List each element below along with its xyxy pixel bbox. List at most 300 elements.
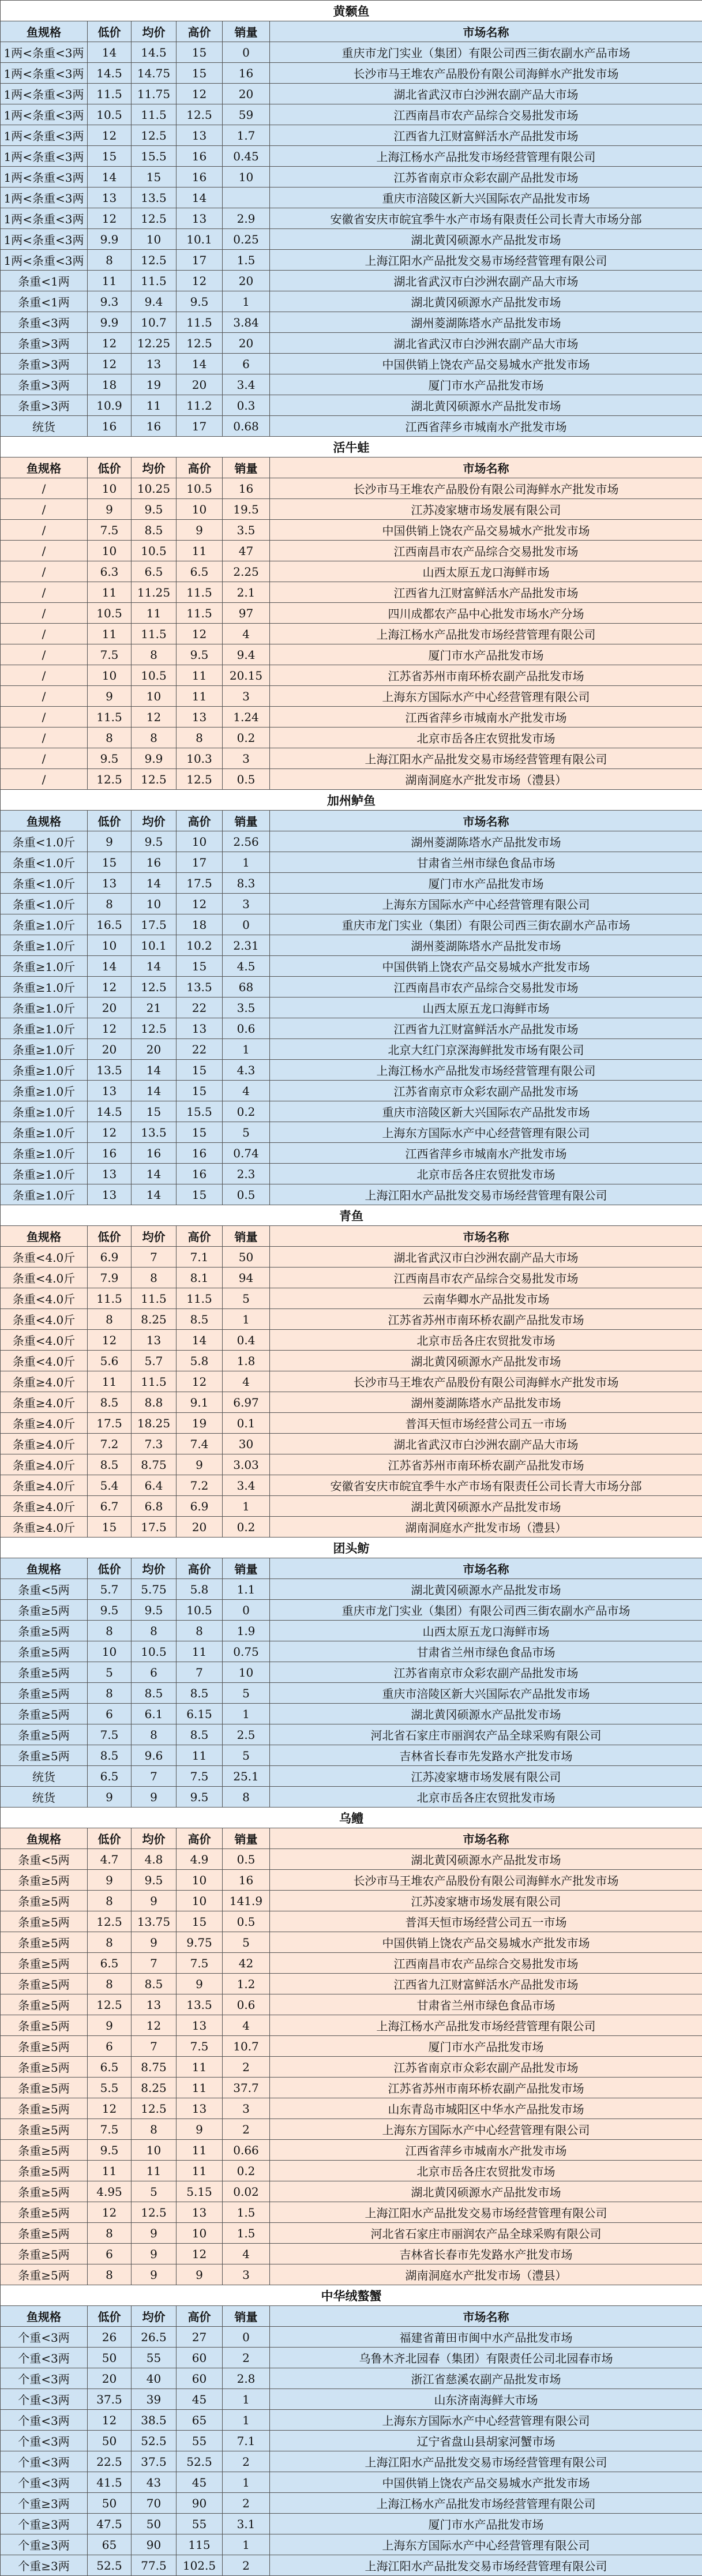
cell-low-price: 20 (88, 998, 132, 1018)
cell-avg-price: 16 (132, 416, 177, 437)
cell-avg-price: 55 (132, 2348, 177, 2368)
cell-low-price: 16 (88, 416, 132, 437)
table-row (1, 1184, 702, 1205)
cell-high-price: 15 (177, 1060, 223, 1081)
cell-spec: 条重≥5两 (1, 1870, 88, 1891)
cell-low-price: 14.5 (88, 1101, 132, 1122)
cell-low-price: 6 (88, 1704, 132, 1724)
cell-avg-price: 11.25 (132, 582, 177, 603)
header-spec: 鱼规格 (1, 1558, 88, 1579)
cell-spec: 1两<条重<3两 (1, 42, 88, 63)
cell-low-price: 10 (88, 935, 132, 956)
cell-low-price: 5.6 (88, 1351, 132, 1371)
cell-spec: 条重≥5两 (1, 1994, 88, 2015)
cell-high-price: 102.5 (177, 2555, 223, 2576)
cell-avg-price: 8.25 (132, 2078, 177, 2098)
header-market-name: 市场名称 (270, 1226, 702, 1247)
cell-spec: 条重<1.0斤 (1, 852, 88, 873)
cell-spec: 1两<条重<3两 (1, 146, 88, 167)
table-row (1, 1496, 702, 1517)
cell-low-price: 11.5 (88, 707, 132, 728)
cell-volume: 1.5 (223, 2223, 270, 2244)
header-row (1, 1558, 702, 1579)
cell-avg-price: 10.7 (132, 312, 177, 333)
cell-low-price: 6 (88, 2244, 132, 2264)
cell-market-name: 上海江杨水产品批发市场经营管理有限公司 (270, 2015, 702, 2036)
cell-avg-price: 18.25 (132, 1413, 177, 1434)
cell-spec: 条重≥5两 (1, 2181, 88, 2202)
cell-market-name: 湖北黄冈硕源水产品批发市场 (270, 1849, 702, 1870)
cell-market-name: 长沙市马王堆农产品股份有限公司海鲜水产批发市场 (270, 1870, 702, 1891)
table-row (1, 2264, 702, 2285)
cell-spec: 个重<3两 (1, 2472, 88, 2493)
cell-market-name: 江西南昌市农产品综合交易批发市场 (270, 1268, 702, 1288)
table-row (1, 2244, 702, 2264)
cell-avg-price: 7.3 (132, 1434, 177, 1454)
cell-low-price: 12 (88, 125, 132, 146)
cell-volume: 0.2 (223, 1101, 270, 1122)
cell-high-price: 10 (177, 1891, 223, 1911)
cell-spec: 条重≥5两 (1, 2264, 88, 2285)
cell-market-name: 福建省莆田市闽中水产品批发市场 (270, 2327, 702, 2348)
cell-market-name: 湖州菱湖陈塔水产品批发市场 (270, 831, 702, 852)
cell-high-price: 5.8 (177, 1579, 223, 1600)
cell-high-price: 8 (177, 728, 223, 748)
cell-low-price: 14 (88, 956, 132, 977)
cell-spec: 条重≥5两 (1, 2223, 88, 2244)
table-row (1, 1413, 702, 1434)
cell-market-name: 北京市岳各庄农贸批发市场 (270, 1330, 702, 1351)
cell-high-price: 16 (177, 1164, 223, 1184)
cell-market-name: 江苏省苏州市南环桥农副产品批发市场 (270, 1309, 702, 1330)
table-row (1, 914, 702, 935)
cell-market-name: 重庆市龙门实业（集团）有限公司西三街农副水产品市场 (270, 914, 702, 935)
cell-low-price: 10 (88, 478, 132, 499)
cell-volume: 6 (223, 354, 270, 374)
cell-low-price: 9 (88, 831, 132, 852)
cell-market-name: 江苏凌家塘市场发展有限公司 (270, 499, 702, 520)
section-5 (1, 1538, 702, 1808)
cell-market-name: 江西省萍乡市城南水产批发市场 (270, 2140, 702, 2161)
cell-low-price: 14 (88, 42, 132, 63)
cell-high-price: 22 (177, 1039, 223, 1060)
table-row (1, 42, 702, 63)
cell-market-name: 湖南洞庭水产批发市场（澧县） (270, 769, 702, 790)
cell-spec: 条重≥4.0斤 (1, 1413, 88, 1434)
cell-high-price: 9.5 (177, 644, 223, 665)
cell-high-price: 14 (177, 354, 223, 374)
cell-avg-price: 8 (132, 1724, 177, 1745)
header-row (1, 21, 702, 42)
cell-low-price: 8 (88, 250, 132, 271)
cell-avg-price: 13.5 (132, 188, 177, 208)
cell-volume: 3.03 (223, 1454, 270, 1475)
cell-high-price: 7.4 (177, 1434, 223, 1454)
cell-volume: 0.2 (223, 2161, 270, 2181)
cell-low-price: 9.5 (88, 1600, 132, 1621)
table-row (1, 665, 702, 686)
cell-avg-price: 11.5 (132, 1371, 177, 1392)
cell-spec: 条重≥5两 (1, 2202, 88, 2223)
cell-market-name: 长沙市马王堆农产品股份有限公司海鲜水产批发市场 (270, 63, 702, 84)
cell-high-price: 9 (177, 1454, 223, 1475)
cell-low-price: 6.5 (88, 1766, 132, 1787)
cell-volume: 3 (223, 894, 270, 914)
cell-volume: 1.5 (223, 2202, 270, 2223)
cell-market-name: 湖北省武汉市白沙洲农副产品大市场 (270, 333, 702, 354)
cell-avg-price: 20 (132, 1039, 177, 1060)
table-row (1, 956, 702, 977)
header-market-name: 市场名称 (270, 1558, 702, 1579)
cell-high-price: 13 (177, 2098, 223, 2119)
cell-market-name: 中国供销上饶农产品交易城水产批发市场 (270, 1932, 702, 1953)
cell-high-price: 17 (177, 852, 223, 873)
cell-market-name: 甘肃省兰州市绿色食品市场 (270, 852, 702, 873)
cell-high-price: 13 (177, 125, 223, 146)
cell-low-price: 16 (88, 1143, 132, 1164)
cell-volume: 3.5 (223, 998, 270, 1018)
cell-volume: 4.3 (223, 1060, 270, 1081)
cell-high-price: 12 (177, 271, 223, 291)
table-row (1, 1641, 702, 1662)
cell-volume: 2.25 (223, 561, 270, 582)
cell-high-price: 10.5 (177, 478, 223, 499)
cell-volume: 0.02 (223, 2181, 270, 2202)
cell-market-name: 湖北省武汉市白沙洲农副产品大市场 (270, 1247, 702, 1268)
table-row (1, 2472, 702, 2493)
cell-high-price: 65 (177, 2410, 223, 2431)
cell-high-price: 14 (177, 188, 223, 208)
table-row (1, 1060, 702, 1081)
cell-low-price: 12 (88, 208, 132, 229)
cell-spec: 统货 (1, 1787, 88, 1808)
cell-high-price: 55 (177, 2514, 223, 2534)
cell-avg-price: 26.5 (132, 2327, 177, 2348)
cell-avg-price: 14 (132, 1164, 177, 1184)
cell-high-price: 13 (177, 208, 223, 229)
cell-avg-price: 7 (132, 2036, 177, 2057)
cell-spec: 条重≥5两 (1, 1724, 88, 1745)
table-row (1, 1932, 702, 1953)
cell-spec: 条重<4.0斤 (1, 1288, 88, 1309)
cell-low-price: 8 (88, 1683, 132, 1704)
section-title: 活牛蛙 (1, 437, 702, 458)
cell-avg-price: 14 (132, 956, 177, 977)
cell-high-price: 8.1 (177, 1268, 223, 1288)
section-title: 青鱼 (1, 1205, 702, 1226)
cell-high-price: 19 (177, 1413, 223, 1434)
cell-spec: 条重<5两 (1, 1849, 88, 1870)
cell-market-name: 普洱天恒市场经营公司五一市场 (270, 1911, 702, 1932)
cell-high-price: 9.5 (177, 1787, 223, 1808)
cell-volume: 0 (223, 914, 270, 935)
cell-low-price: 10 (88, 665, 132, 686)
cell-low-price: 4.95 (88, 2181, 132, 2202)
cell-low-price: 11 (88, 271, 132, 291)
cell-high-price: 15 (177, 1911, 223, 1932)
cell-low-price: 11.5 (88, 1288, 132, 1309)
cell-market-name: 上海江阳水产品批发交易市场经营管理有限公司 (270, 2451, 702, 2472)
cell-volume: 1 (223, 1039, 270, 1060)
cell-spec: 条重≥5两 (1, 1704, 88, 1724)
cell-market-name: 湖北黄冈硕源水产品批发市场 (270, 1351, 702, 1371)
cell-avg-price: 11.5 (132, 104, 177, 125)
cell-low-price: 12 (88, 977, 132, 998)
cell-market-name: 河北省石家庄市丽润农产品全球采购有限公司 (270, 1724, 702, 1745)
cell-volume: 8.3 (223, 873, 270, 894)
cell-low-price: 12.5 (88, 1994, 132, 2015)
table-row (1, 624, 702, 644)
section-title-row (1, 790, 702, 811)
cell-volume: 2 (223, 2451, 270, 2472)
table-row (1, 935, 702, 956)
section-title: 中华绒螯蟹 (1, 2285, 702, 2306)
cell-market-name: 江苏省苏州市南环桥农副产品批发市场 (270, 665, 702, 686)
cell-spec: 条重≥1.0斤 (1, 956, 88, 977)
table-row (1, 250, 702, 271)
cell-volume: 3.1 (223, 2514, 270, 2534)
header-market-name: 市场名称 (270, 21, 702, 42)
cell-high-price: 7.2 (177, 1475, 223, 1496)
cell-market-name: 湖北黄冈硕源水产品批发市场 (270, 229, 702, 250)
cell-avg-price: 39 (132, 2389, 177, 2410)
table-row (1, 1683, 702, 1704)
header-volume: 销量 (223, 1558, 270, 1579)
cell-market-name: 河北省石家庄市丽润农产品全球采购有限公司 (270, 2223, 702, 2244)
cell-low-price: 8.5 (88, 1392, 132, 1413)
cell-avg-price: 38.5 (132, 2410, 177, 2431)
cell-spec: 个重≥3两 (1, 2534, 88, 2555)
cell-volume: 20 (223, 333, 270, 354)
cell-volume: 94 (223, 1268, 270, 1288)
header-avg-price: 均价 (132, 811, 177, 831)
cell-volume: 2.8 (223, 2368, 270, 2389)
cell-market-name: 江苏省南京市众彩农副产品批发市场 (270, 167, 702, 188)
cell-high-price: 13 (177, 1018, 223, 1039)
cell-high-price: 9.5 (177, 291, 223, 312)
cell-low-price: 11 (88, 1371, 132, 1392)
cell-low-price: 15 (88, 852, 132, 873)
table-row (1, 2036, 702, 2057)
cell-avg-price: 12.5 (132, 769, 177, 790)
cell-volume: 0.6 (223, 1994, 270, 2015)
cell-avg-price: 12 (132, 707, 177, 728)
cell-volume: 10 (223, 167, 270, 188)
cell-spec: / (1, 561, 88, 582)
cell-volume: 1.9 (223, 1621, 270, 1641)
table-row (1, 1288, 702, 1309)
table-row (1, 312, 702, 333)
cell-spec: 条重<4.0斤 (1, 1330, 88, 1351)
cell-low-price: 5 (88, 1662, 132, 1683)
cell-avg-price: 13.5 (132, 1122, 177, 1143)
cell-low-price: 20 (88, 2368, 132, 2389)
cell-low-price: 47.5 (88, 2514, 132, 2534)
table-row (1, 2015, 702, 2036)
cell-high-price: 11 (177, 2078, 223, 2098)
cell-spec: 条重≥4.0斤 (1, 1434, 88, 1454)
cell-low-price: 65 (88, 2534, 132, 2555)
header-volume: 销量 (223, 811, 270, 831)
cell-market-name: 上海江杨水产品批发市场经营管理有限公司 (270, 624, 702, 644)
cell-volume: 5 (223, 1122, 270, 1143)
cell-avg-price: 12.5 (132, 1018, 177, 1039)
cell-high-price: 17 (177, 250, 223, 271)
cell-spec: 统货 (1, 416, 88, 437)
cell-volume: 3 (223, 748, 270, 769)
cell-volume: 0.75 (223, 1641, 270, 1662)
cell-spec: 条重≥5两 (1, 2036, 88, 2057)
cell-high-price: 12 (177, 2244, 223, 2264)
section-2 (1, 437, 702, 790)
cell-spec: 条重<4.0斤 (1, 1268, 88, 1288)
table-row (1, 1081, 702, 1101)
table-row (1, 1268, 702, 1288)
cell-market-name: 山西太原五龙口海鲜市场 (270, 998, 702, 1018)
cell-market-name: 湖州菱湖陈塔水产品批发市场 (270, 935, 702, 956)
table-row (1, 1994, 702, 2015)
cell-avg-price: 8 (132, 728, 177, 748)
cell-spec: 个重<3两 (1, 2348, 88, 2368)
cell-high-price: 11.5 (177, 1288, 223, 1309)
cell-volume: 1 (223, 2410, 270, 2431)
cell-volume: 1.7 (223, 125, 270, 146)
header-row (1, 811, 702, 831)
cell-high-price: 11 (177, 2161, 223, 2181)
cell-low-price: 7.2 (88, 1434, 132, 1454)
cell-spec: 条重≥4.0斤 (1, 1371, 88, 1392)
cell-volume: 7.1 (223, 2431, 270, 2451)
cell-spec: / (1, 728, 88, 748)
cell-low-price: 9.5 (88, 2140, 132, 2161)
cell-low-price: 26 (88, 2327, 132, 2348)
cell-volume: 9.4 (223, 644, 270, 665)
cell-high-price: 8.5 (177, 1309, 223, 1330)
cell-low-price: 6.9 (88, 1247, 132, 1268)
cell-high-price: 17 (177, 416, 223, 437)
cell-avg-price: 10 (132, 894, 177, 914)
cell-spec: 条重≥5两 (1, 2140, 88, 2161)
cell-spec: 条重≥5两 (1, 1974, 88, 1994)
header-low-price: 低价 (88, 1558, 132, 1579)
cell-market-name: 湖北省武汉市白沙洲农副产品大市场 (270, 84, 702, 104)
cell-market-name: 湖北黄冈硕源水产品批发市场 (270, 2181, 702, 2202)
cell-spec: 条重≥5两 (1, 1891, 88, 1911)
cell-high-price: 115 (177, 2534, 223, 2555)
cell-low-price: 10.5 (88, 104, 132, 125)
cell-high-price: 45 (177, 2389, 223, 2410)
cell-volume: 0.2 (223, 1517, 270, 1538)
table-row (1, 2368, 702, 2389)
table-row (1, 2098, 702, 2119)
cell-avg-price: 8.75 (132, 1454, 177, 1475)
cell-high-price: 11.5 (177, 582, 223, 603)
cell-spec: / (1, 707, 88, 728)
cell-high-price: 9 (177, 1974, 223, 1994)
cell-spec: / (1, 665, 88, 686)
cell-spec: / (1, 603, 88, 624)
cell-volume: 0.5 (223, 1911, 270, 1932)
cell-volume: 0.5 (223, 1849, 270, 1870)
cell-avg-price: 12.25 (132, 333, 177, 354)
header-row (1, 1828, 702, 1849)
cell-spec: 条重≥1.0斤 (1, 1164, 88, 1184)
table-row (1, 416, 702, 437)
cell-high-price: 12.5 (177, 769, 223, 790)
cell-spec: 条重≥5两 (1, 2161, 88, 2181)
cell-market-name: 上海东方国际水产中心经营管理有限公司 (270, 686, 702, 707)
section-title-row (1, 1808, 702, 1828)
cell-high-price: 12.5 (177, 104, 223, 125)
cell-avg-price: 13 (132, 354, 177, 374)
cell-spec: 条重≥1.0斤 (1, 935, 88, 956)
cell-market-name: 中国供销上饶农产品交易城水产批发市场 (270, 2472, 702, 2493)
cell-market-name: 厦门市水产品批发市场 (270, 2514, 702, 2534)
header-row (1, 458, 702, 478)
table-row (1, 125, 702, 146)
table-row (1, 1454, 702, 1475)
cell-spec: 条重<1两 (1, 271, 88, 291)
cell-high-price: 45 (177, 2472, 223, 2493)
cell-high-price: 13 (177, 2202, 223, 2223)
cell-high-price: 10 (177, 499, 223, 520)
cell-spec: 条重≥5两 (1, 2057, 88, 2078)
cell-high-price: 9.1 (177, 1392, 223, 1413)
cell-low-price: 10.9 (88, 395, 132, 416)
cell-low-price: 7.9 (88, 1268, 132, 1288)
cell-volume: 16 (223, 1870, 270, 1891)
cell-high-price: 12 (177, 84, 223, 104)
cell-low-price: 8 (88, 1891, 132, 1911)
cell-low-price: 16.5 (88, 914, 132, 935)
cell-volume: 2 (223, 2057, 270, 2078)
cell-avg-price: 14 (132, 873, 177, 894)
cell-avg-price: 12.5 (132, 2202, 177, 2223)
table-row (1, 1662, 702, 1683)
cell-high-price: 10 (177, 2223, 223, 2244)
cell-market-name: 北京市岳各庄农贸批发市场 (270, 1787, 702, 1808)
section-title: 黄颡鱼 (1, 1, 702, 21)
cell-spec: 个重<3两 (1, 2451, 88, 2472)
cell-spec: 个重≥3两 (1, 2493, 88, 2514)
cell-volume: 1 (223, 1496, 270, 1517)
cell-market-name: 甘肃省兰州市绿色食品市场 (270, 1994, 702, 2015)
header-spec: 鱼规格 (1, 811, 88, 831)
cell-spec: 条重≥5两 (1, 2078, 88, 2098)
cell-volume: 59 (223, 104, 270, 125)
cell-avg-price: 5.75 (132, 1579, 177, 1600)
cell-avg-price: 15.5 (132, 146, 177, 167)
cell-volume: 16 (223, 478, 270, 499)
cell-low-price: 8 (88, 894, 132, 914)
cell-volume: 3.5 (223, 520, 270, 541)
cell-spec: 条重≥1.0斤 (1, 1122, 88, 1143)
table-row (1, 1018, 702, 1039)
table-row (1, 1724, 702, 1745)
table-row (1, 291, 702, 312)
cell-high-price: 10 (177, 831, 223, 852)
cell-low-price: 11 (88, 624, 132, 644)
cell-spec: 条重≥5两 (1, 2015, 88, 2036)
cell-low-price: 12 (88, 1018, 132, 1039)
cell-market-name: 江西省九江财富鲜活水产品批发市场 (270, 125, 702, 146)
cell-volume: 68 (223, 977, 270, 998)
cell-spec: 条重<1两 (1, 291, 88, 312)
table-row (1, 1745, 702, 1766)
cell-low-price: 13 (88, 1081, 132, 1101)
cell-high-price: 8.5 (177, 1683, 223, 1704)
cell-high-price: 8 (177, 1621, 223, 1641)
